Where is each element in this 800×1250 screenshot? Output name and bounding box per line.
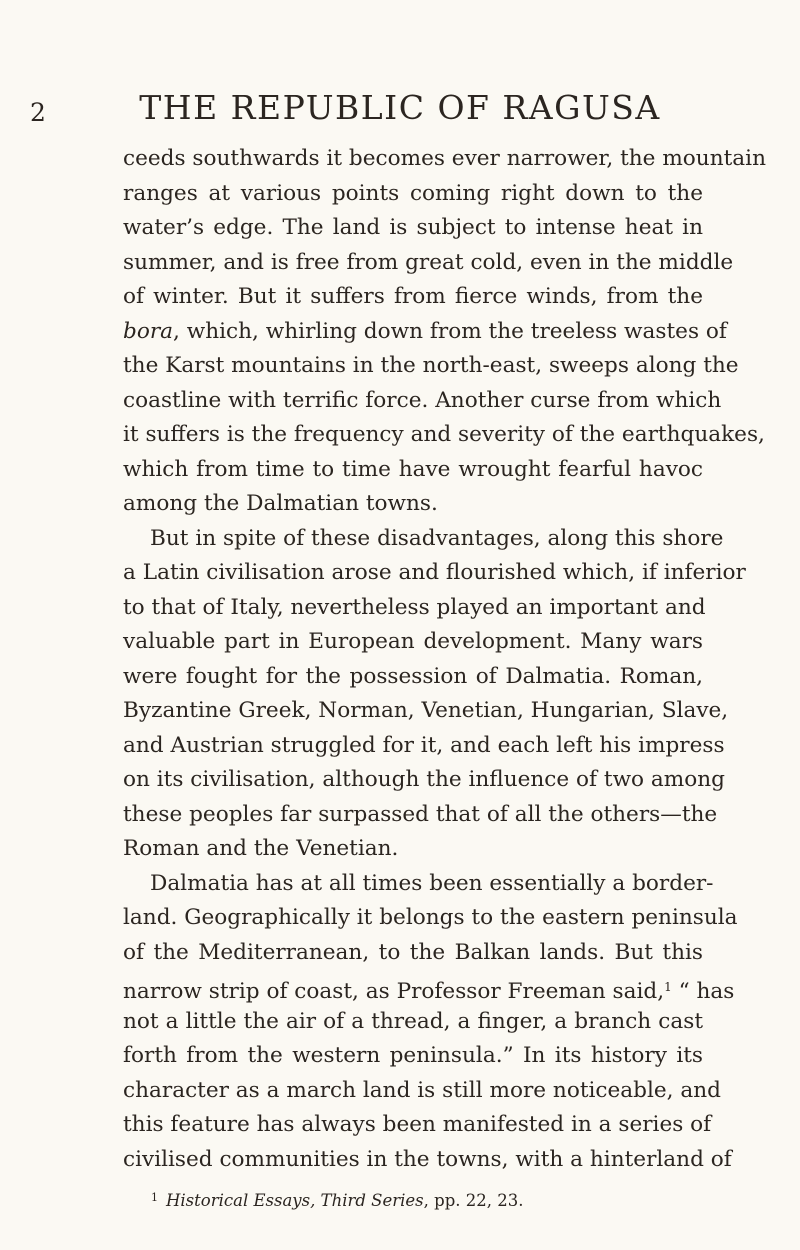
footnote — [123, 1187, 731, 1212]
text-line: were fought for the possession of Dalmatia. Roman, — [123, 663, 703, 689]
text-line-rest: , which, whirling down from the treeless wastes of — [173, 318, 727, 344]
text-line: this feature has always been manifested in a series of — [123, 1112, 712, 1137]
text-line: land. Geographically it belongs to the eastern peninsula — [123, 905, 738, 930]
running-title: THE REPUBLIC OF RAGUSA — [139, 88, 661, 127]
text-line: the Karst mountains in the north-east, sweeps along the — [123, 353, 739, 378]
page-header — [0, 84, 800, 134]
text-line: valuable part in European development. Many wars — [123, 629, 703, 654]
italic-term-bora: bora — [123, 318, 174, 344]
footnote-pages: , pp. 22, 23. — [423, 1191, 524, 1210]
text-line: not a little the air of a thread, a finger, a branch cast — [123, 1008, 703, 1034]
page-number: 2 — [30, 98, 47, 127]
footnote-title: Historical Essays, Third Series — [166, 1191, 424, 1210]
text-line-part: narrow strip of coast, as Professor Freeman said, — [123, 979, 665, 1004]
paragraph-start: But in spite of these disadvantages, along this shore — [150, 525, 724, 551]
body-text — [123, 142, 766, 1177]
text-line: ceeds southwards it becomes ever narrower, the mountain — [123, 146, 766, 171]
text-line: Roman and the Venetian. — [123, 836, 399, 861]
text-line: it suffers is the frequency and severity of the earthquakes, — [123, 422, 765, 447]
text-line-part: “ has — [671, 979, 735, 1004]
text-line: of the Mediterranean, to the Balkan lands. But this — [123, 939, 703, 965]
text-line: these peoples far surpassed that of all the others—the — [123, 801, 718, 827]
paragraph-start: Dalmatia has at all times been essentially a border- — [150, 870, 714, 896]
text-line: coastline with terrific force. Another curse from which — [123, 387, 722, 413]
text-line — [123, 315, 727, 350]
text-line: among the Dalmatian towns. — [123, 491, 438, 516]
text-line: of winter. But it suffers from fierce winds, from the — [123, 284, 703, 309]
footnote-mark: 1 — [151, 1191, 158, 1204]
text-line: summer, and is free from great cold, even in the middle — [123, 249, 734, 275]
text-line: civilised communities in the towns, with a hinterland of — [123, 1146, 732, 1172]
text-line: on its civilisation, although the influence of two among — [123, 767, 725, 792]
text-line: which from time to time have wrought fearful havoc — [123, 456, 703, 482]
text-line: water’s edge. The land is subject to intense heat in — [123, 215, 703, 240]
text-line: a Latin civilisation arose and flourished which, if inferior — [123, 560, 746, 585]
text-line: forth from the western peninsula.” In its history its — [123, 1043, 703, 1068]
text-line: character as a march land is still more noticeable, and — [123, 1077, 721, 1103]
footnote-reference: 1 — [664, 980, 672, 994]
text-line — [123, 970, 735, 1005]
text-line: Byzantine Greek, Norman, Venetian, Hungarian, Slave, — [123, 698, 729, 723]
text-line: to that of Italy, nevertheless played an important and — [123, 594, 706, 620]
text-line: ranges at various points coming right down to the — [123, 180, 703, 206]
text-line: and Austrian struggled for it, and each left his impress — [123, 732, 725, 758]
